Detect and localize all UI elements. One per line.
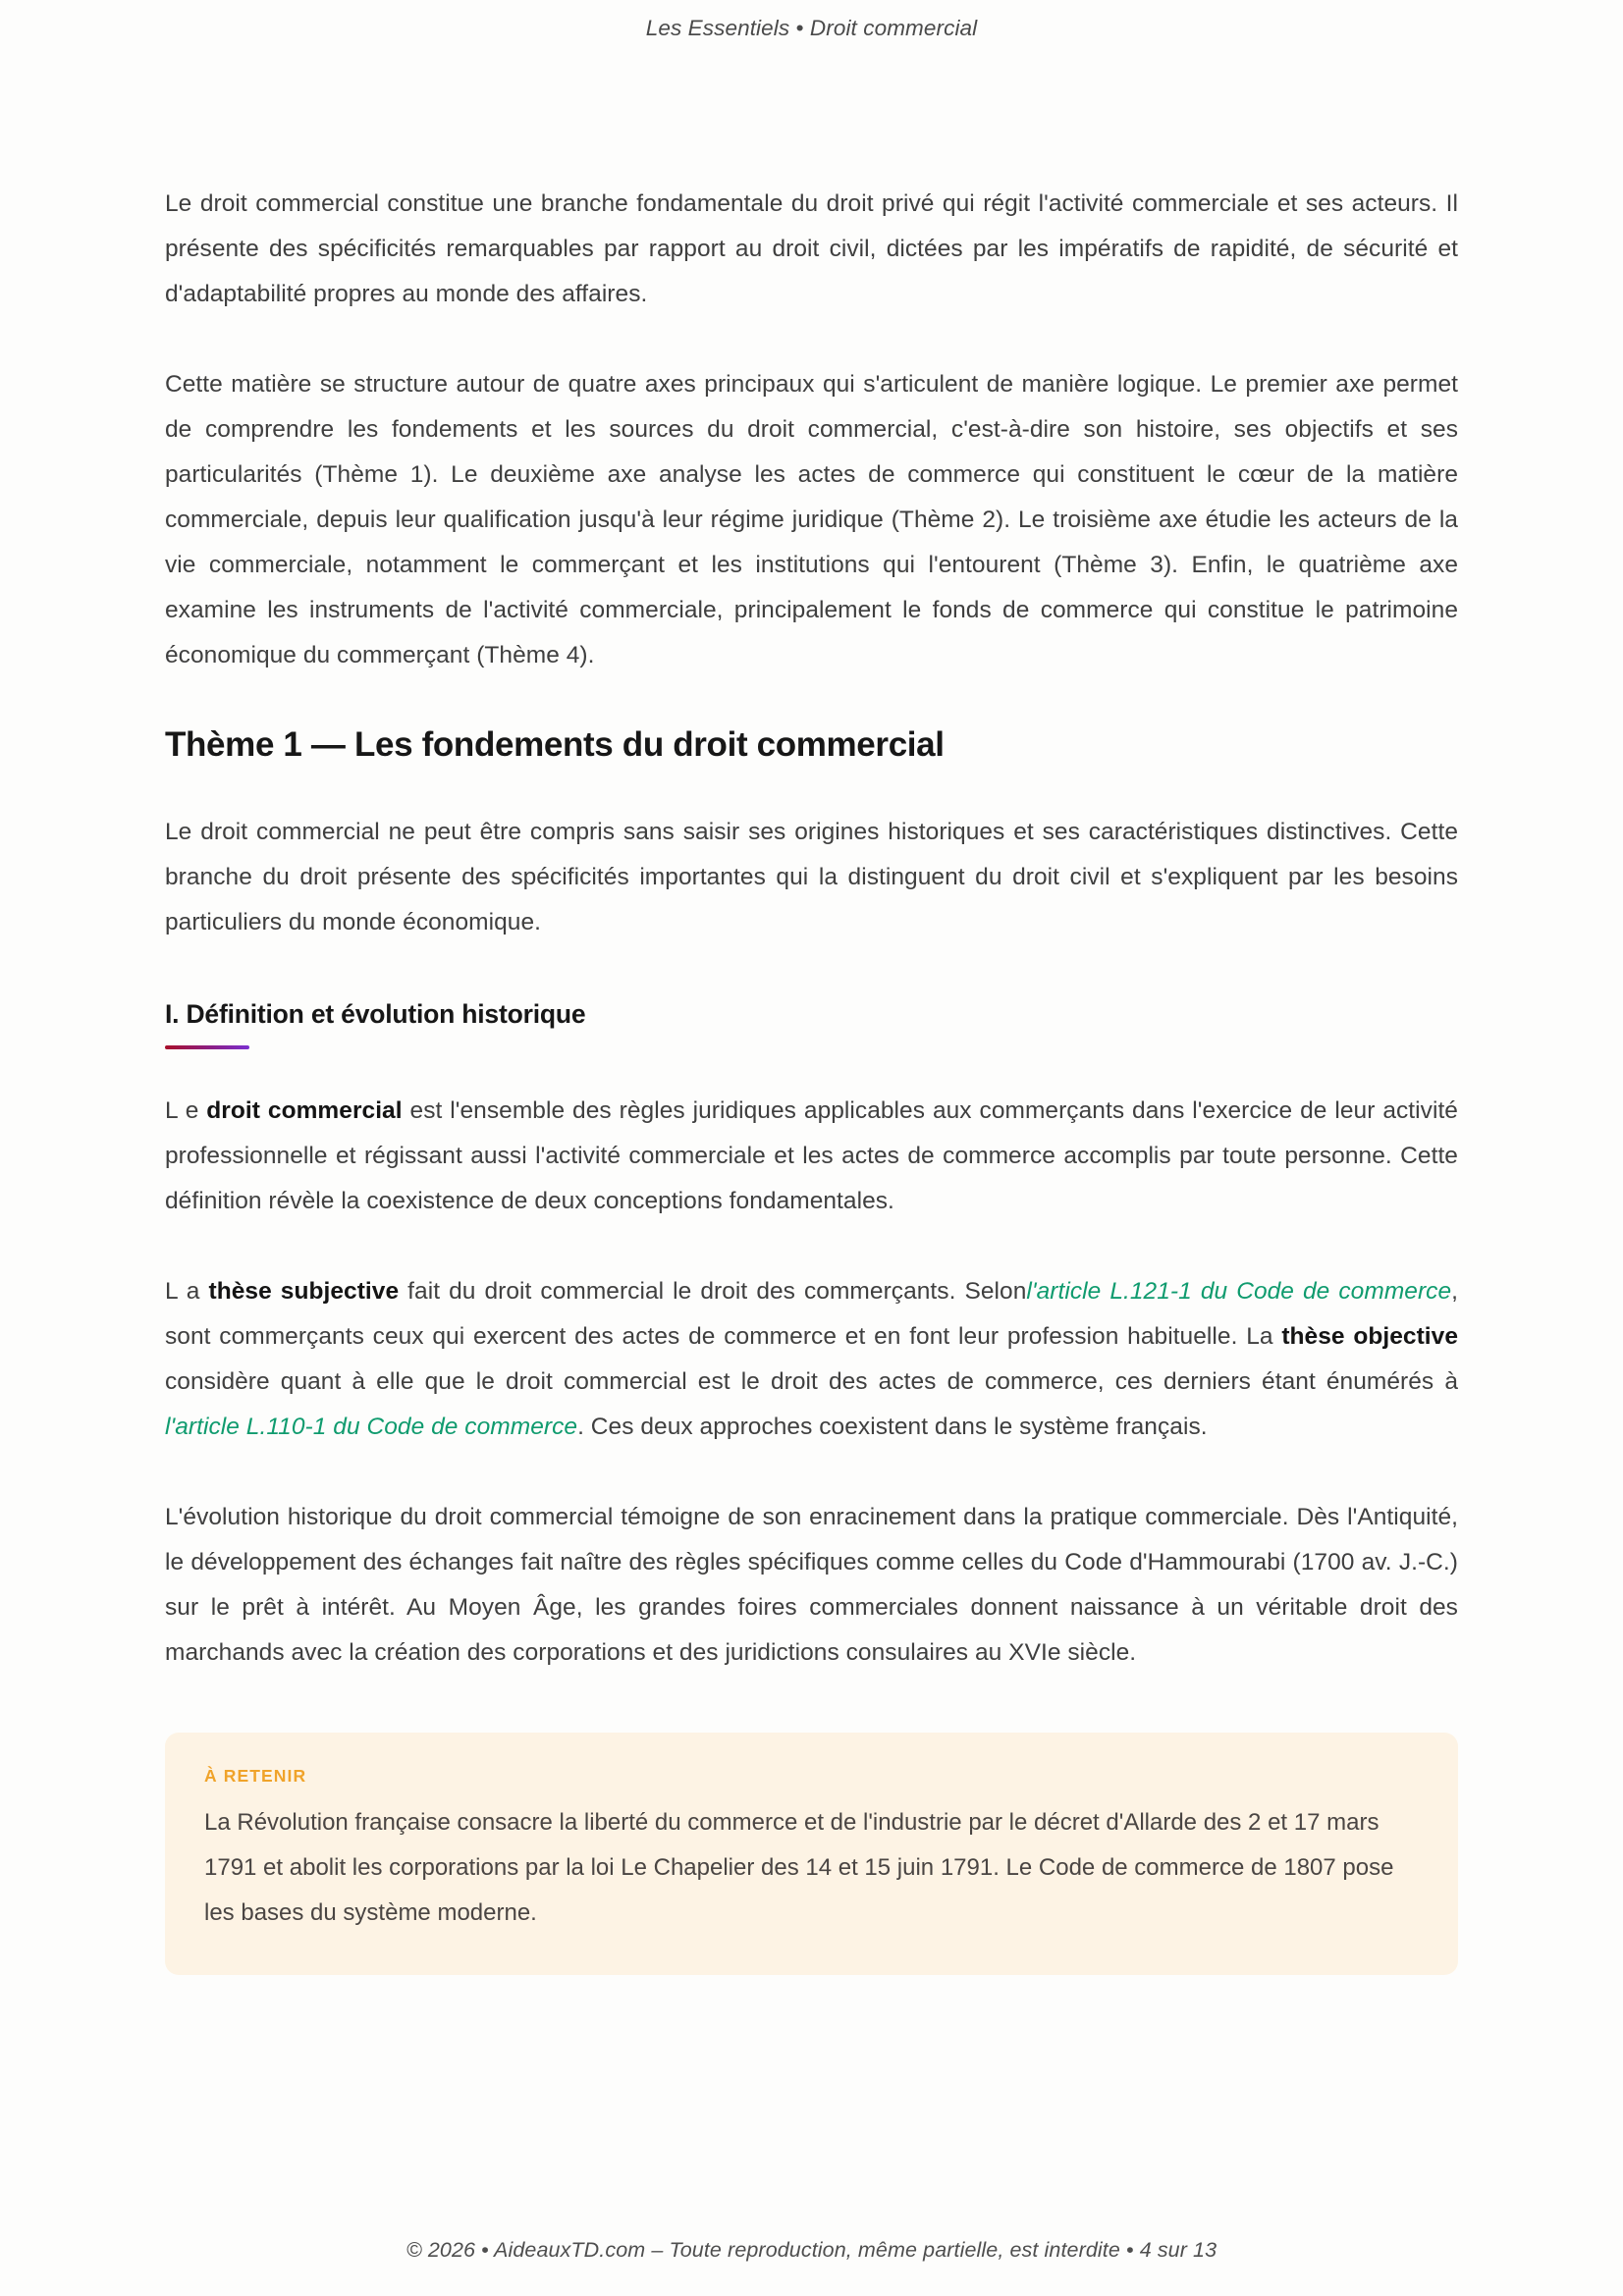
theses-lead: L a: [165, 1278, 209, 1305]
callout-body: La Révolution française consacre la liberté du commerce et de l'industrie par le décret d'Allarde des 2 et 17 mars 1791 et abolit les corporations par la loi Le Chapelier des 14 et 15 juin 1791. Le Code de commerce de 1807 pose les bases du système moderne.: [204, 1809, 1394, 1926]
theme-intro-paragraph: Le droit commercial ne peut être compris sans saisir ses origines historiques et ses caractéristiques distinctives. Cette branche du droit présente des spécificités importantes qui la distinguent du droit civil et s'expliquent par les besoins particuliers du monde économique.: [165, 819, 1458, 935]
running-footer: [0, 2238, 1623, 2263]
section-heading-block: [165, 996, 1458, 1049]
definition-lead: L e: [165, 1097, 207, 1124]
intro-paragraph-2: Cette matière se structure autour de quatre axes principaux qui s'articulent de manière logique. Le premier axe permet de comprendre les fondements et les sources du droit commercial, c'est-à-dire son histoire, ses objectifs et ses particularités (Thème 1). Le deuxième axe analyse les actes de commerce qui constituent le cœur de la matière commerciale, depuis leur qualification jusqu'à leur régime juridique (Thème 2). Le troisième axe étudie les acteurs de la vie commerciale, notamment le commerçant et les institutions qui l'entourent (Thème 3). Enfin, le quatrième axe examine les instruments de l'activité commerciale, principalement le fonds de commerce qui constitue le patrimoine économique du commerçant (Thème 4).: [165, 371, 1458, 668]
page-content: [165, 182, 1458, 1975]
legal-reference-l110-1: l'article L.110-1 du Code de commerce: [165, 1414, 578, 1440]
legal-reference-l121-1: l'article L.121-1 du Code de commerce: [1026, 1278, 1452, 1305]
footer-text: © 2026 • AideauxTD.com – Toute reproduction, même partielle, est interdite • 4 sur 13: [406, 2238, 1217, 2262]
callout-a-retenir: [165, 1733, 1458, 1975]
definition-rest: est l'ensemble des règles juridiques applicables aux commerçants dans l'exercice de leur activité professionnelle et régissant aussi l'activité commerciale et les actes de commerce accomplis par toute personne. Cette définition révèle la coexistence de deux conceptions fondamentales.: [165, 1097, 1458, 1214]
theses-mid-2: , sont commerçants ceux qui exercent des actes de commerce et en font leur profession habituelle. La: [165, 1278, 1458, 1350]
callout-label: À RETENIR: [204, 1766, 307, 1786]
definition-term: droit commercial: [206, 1097, 403, 1124]
section-heading-rule: [165, 1045, 249, 1049]
history-paragraph: L'évolution historique du droit commercial témoigne de son enracinement dans la pratique commerciale. Dès l'Antiquité, le développement des échanges fait naître des règles spécifiques comme celles du Code d'Hammourabi (1700 av. J.-C.) sur le prêt à intérêt. Au Moyen Âge, les grandes foires commerciales donnent naissance à un véritable droit des marchands avec la création des corporations et des juridictions consulaires au XVIe siècle.: [165, 1504, 1458, 1666]
thesis-objective-term: thèse objective: [1281, 1323, 1459, 1350]
thesis-subjective-term: thèse subjective: [208, 1278, 400, 1305]
theses-mid-1: fait du droit commercial le droit des commerçants. Selon: [399, 1278, 1027, 1305]
theses-end: . Ces deux approches coexistent dans le système français.: [577, 1414, 1208, 1440]
theses-paragraph: [165, 1269, 1458, 1450]
theme-heading-block: [165, 723, 1458, 767]
definition-paragraph: [165, 1089, 1458, 1224]
section-heading: I. Définition et évolution historique: [165, 999, 586, 1029]
running-header: [0, 0, 1623, 57]
intro-paragraph-1: Le droit commercial constitue une branche fondamentale du droit privé qui régit l'activité commerciale et ses acteurs. Il présente des spécificités remarquables par rapport au droit civil, dictées par les impératifs de rapidité, de sécurité et d'adaptabilité propres au monde des affaires.: [165, 190, 1458, 307]
theses-mid-3: considère quant à elle que le droit commercial est le droit des actes de commerce, ces derniers étant énumérés à: [165, 1368, 1458, 1395]
theme-heading: Thème 1 — Les fondements du droit commercial: [165, 725, 945, 764]
running-header-title: Les Essentiels • Droit commercial: [645, 16, 978, 40]
